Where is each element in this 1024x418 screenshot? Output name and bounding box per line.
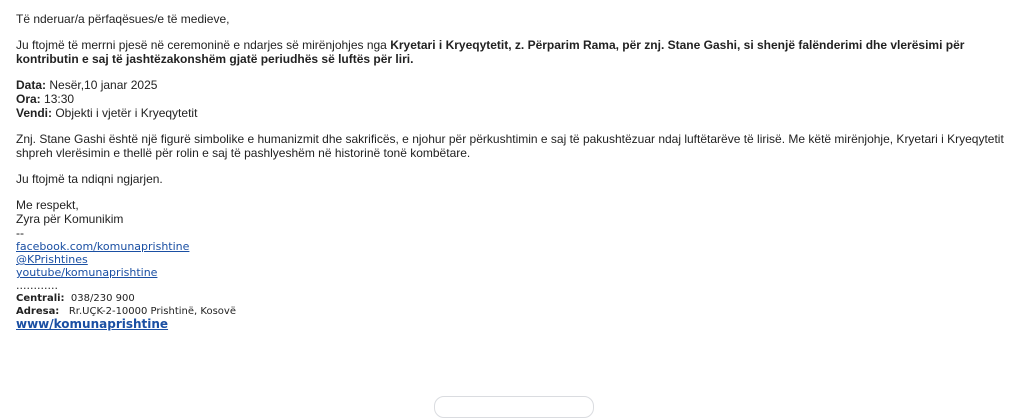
office-name: Zyra për Komunikim xyxy=(16,212,124,226)
detail-date-value: Nesër,10 janar 2025 xyxy=(46,78,158,92)
website-link[interactable]: www/komunaprishtine xyxy=(16,317,169,331)
central-line xyxy=(16,292,1012,305)
detail-time-value: 13:30 xyxy=(40,92,75,106)
body-paragraph: Znj. Stane Gashi është një figurë simbolike e humanizmit dhe sakrificës, e njohur për përkushtimin e saj të pakushtëzuar ndaj luftëtarëve të lirisë. Me këtë mirënjohje, Kryetari i Kryeqytetit shpreh vlerësimin e thellë për rolin e saj të pashlyeshëm në historinë tonë kombëtare. xyxy=(16,132,1004,160)
central-value: 038/230 900 xyxy=(70,293,135,304)
address-value: Rr.UÇK-2-10000 Prishtinë, Kosovë xyxy=(68,306,236,317)
greeting: Të nderuar/a përfaqësues/e të medieve, xyxy=(16,12,230,26)
email-body xyxy=(16,12,1012,331)
signature xyxy=(16,240,1012,331)
closing-block xyxy=(16,198,1012,240)
intro-paragraph xyxy=(16,38,1012,66)
detail-date xyxy=(16,78,1012,92)
intro-text: Ju ftojmë të merrni pjesë në ceremoninë e ndarjes së mirënjohjes nga xyxy=(16,38,391,52)
detail-venue xyxy=(16,106,1012,120)
youtube-link[interactable]: youtube/komunaprishtine xyxy=(16,266,158,279)
detail-venue-value: Objekti i vjetër i Kryeqytetit xyxy=(52,106,198,120)
event-details xyxy=(16,78,1012,120)
central-label: Centrali: xyxy=(16,293,65,304)
signature-separator: -- xyxy=(16,226,24,240)
reply-pill[interactable] xyxy=(434,396,594,418)
detail-venue-label: Vendi: xyxy=(16,106,53,120)
detail-date-label: Data: xyxy=(16,78,47,92)
detail-time xyxy=(16,92,1012,106)
intro-bold-text: Kryetari i Kryeqytetit, z. Përparim Rama, për znj. Stane Gashi, si shenjë falënderimi dhe vlerësimi për kontributin e saj të jashtëzakonshëm gjatë periudhës së luftës për liri. xyxy=(16,38,965,66)
detail-time-label: Ora: xyxy=(16,92,41,106)
signature-dots: ............ xyxy=(16,279,58,292)
invite-line: Ju ftojmë ta ndiqni ngjarjen. xyxy=(16,172,163,186)
facebook-link[interactable]: facebook.com/komunaprishtine xyxy=(16,240,190,253)
closing: Me respekt, xyxy=(16,198,79,212)
address-label: Adresa: xyxy=(16,306,60,317)
twitter-link[interactable]: @KPrishtines xyxy=(16,253,88,266)
